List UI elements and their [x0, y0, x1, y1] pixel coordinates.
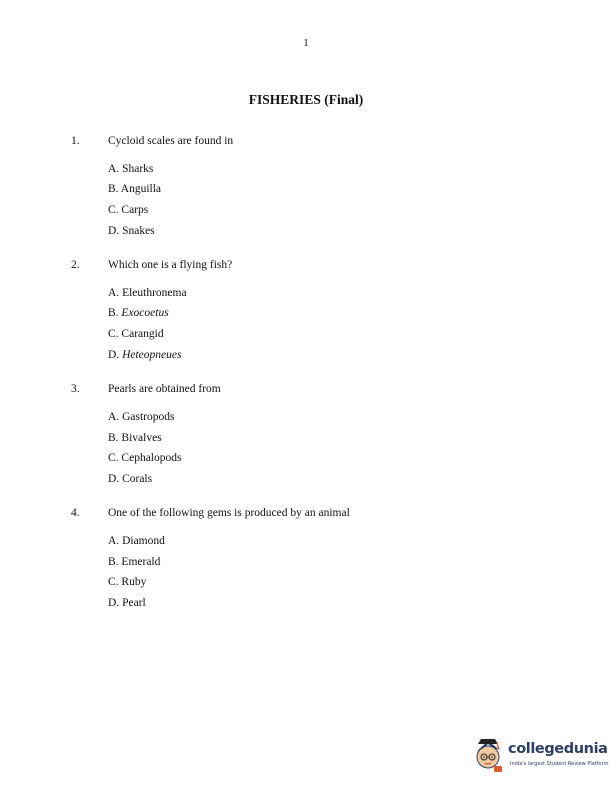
option-label: D. [108, 225, 120, 237]
option-text: Ruby [121, 576, 147, 588]
option-d [108, 225, 155, 237]
option-c [108, 328, 164, 340]
option-a [108, 287, 187, 299]
logo-tagline: India's largest Student Review Platform [510, 761, 609, 767]
mascot-icon [472, 735, 506, 775]
option-a [108, 535, 165, 547]
option-label: A. [108, 163, 120, 175]
option-label: C. [108, 452, 119, 464]
question-text: Cycloid scales are found in [108, 135, 234, 147]
option-b [108, 183, 161, 195]
option-text: Bivalves [121, 432, 162, 444]
question-number: 3. [71, 383, 80, 395]
option-label: D. [108, 349, 120, 361]
option-label: C. [108, 328, 119, 340]
option-d [108, 349, 181, 361]
option-label: C. [108, 204, 119, 216]
option-a [108, 411, 174, 423]
option-text: Eleuthronema [122, 287, 187, 299]
option-text: Exocoetus [121, 307, 169, 319]
option-label: B. [108, 432, 119, 444]
document-title: FISHERIES (Final) [248, 92, 364, 107]
option-label: B. [108, 556, 119, 568]
option-label: B. [108, 183, 119, 195]
option-text: Cephalopods [121, 452, 182, 464]
option-label: A. [108, 411, 120, 423]
question-text: Which one is a flying fish? [108, 259, 233, 271]
option-text: Carps [121, 204, 149, 216]
option-b [108, 307, 169, 319]
option-label: A. [108, 287, 120, 299]
collegedunia-logo[interactable] [472, 735, 607, 775]
option-text: Sharks [122, 163, 154, 175]
logo-wordmark: collegedunia [508, 741, 608, 757]
page-number: 1 [303, 37, 309, 49]
question-number: 1. [71, 135, 80, 147]
option-text: Pearl [122, 597, 146, 609]
option-c [108, 452, 181, 464]
option-label: A. [108, 535, 120, 547]
option-text: Heteopneues [122, 349, 182, 361]
option-label: D. [108, 597, 120, 609]
option-label: B. [108, 307, 119, 319]
option-label: C. [108, 576, 119, 588]
option-text: Emerald [121, 556, 161, 568]
question-text: One of the following gems is produced by an animal [108, 507, 350, 519]
option-label: D. [108, 473, 120, 485]
option-d [108, 597, 146, 609]
option-text: Snakes [122, 225, 155, 237]
option-text: Gastropods [122, 411, 175, 423]
option-c [108, 204, 148, 216]
option-b [108, 432, 162, 444]
option-text: Anguilla [120, 183, 162, 195]
option-c [108, 576, 146, 588]
question-number: 2. [71, 259, 80, 271]
option-d [108, 473, 152, 485]
question-number: 4. [71, 507, 80, 519]
option-text: Carangid [121, 328, 164, 340]
option-text: Diamond [122, 535, 165, 547]
question-text: Pearls are obtained from [108, 383, 221, 395]
option-text: Corals [122, 473, 153, 485]
option-a [108, 163, 153, 175]
option-b [108, 556, 160, 568]
